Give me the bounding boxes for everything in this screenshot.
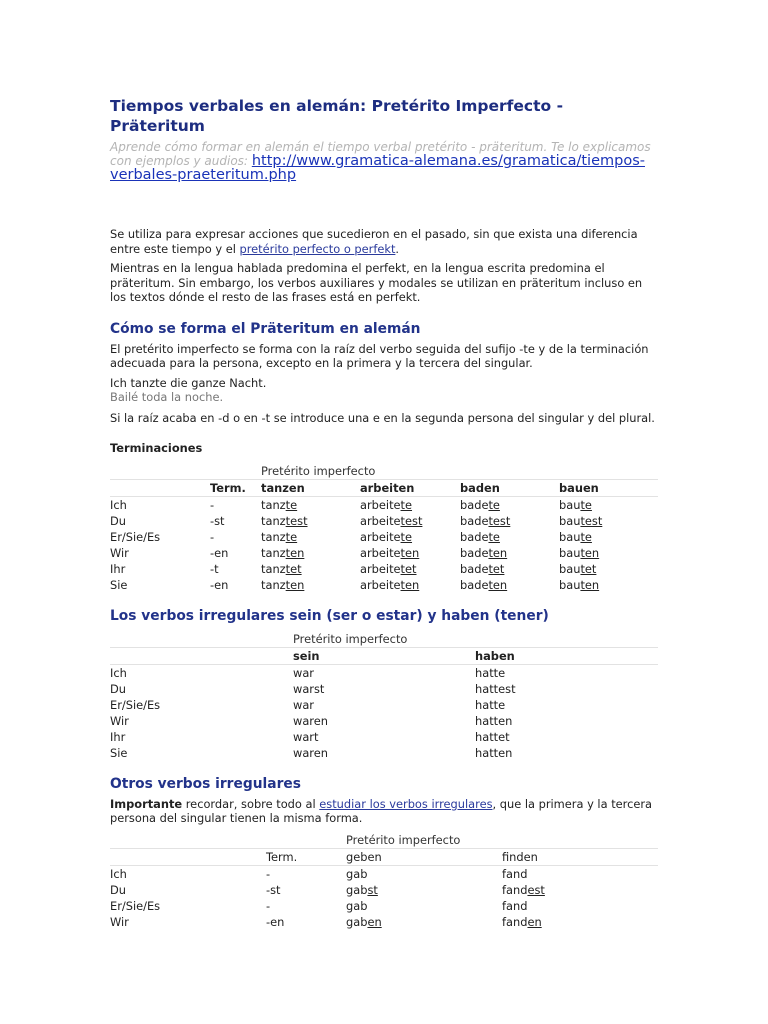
verb-form-cell — [261, 496, 360, 513]
verb-form-cell: war — [293, 697, 314, 712]
termination-cell: - — [266, 866, 271, 881]
verb-ending: te — [400, 497, 413, 512]
verb-form-cell — [360, 529, 460, 545]
verb-form-cell — [261, 561, 360, 577]
table1-caption: Pretérito imperfecto — [261, 463, 376, 478]
person-cell: Sie — [110, 745, 128, 760]
verb-ending: est — [527, 882, 545, 897]
verb-ending: tet — [400, 561, 417, 576]
verb-stem: bade — [460, 513, 489, 528]
person-cell: Wir — [110, 545, 129, 560]
verb-stem: bade — [460, 497, 489, 512]
verb-stem: arbeite — [360, 529, 401, 544]
verb-form-cell — [346, 914, 502, 930]
table3-caption: Pretérito imperfecto — [346, 832, 461, 847]
verb-stem: bau — [559, 545, 581, 560]
verb-stem: fand — [502, 914, 528, 929]
verb-stem: arbeite — [360, 561, 401, 576]
verb-ending: test — [285, 513, 308, 528]
verb-ending: te — [400, 529, 413, 544]
verb-form-cell: waren — [293, 713, 328, 728]
verb-form-cell — [360, 496, 460, 513]
verb-ending: tet — [488, 561, 505, 576]
table-row — [110, 529, 658, 545]
verb-stem: tanz — [261, 497, 286, 512]
verb-form-cell — [261, 513, 360, 529]
verb-stem: bade — [460, 545, 489, 560]
column-header — [110, 848, 266, 865]
table-row — [110, 745, 658, 761]
person-cell: Du — [110, 681, 126, 696]
verb-form-cell — [502, 898, 658, 914]
verb-ending: te — [580, 497, 592, 512]
verb-stem: arbeite — [360, 545, 401, 560]
table-row — [110, 561, 658, 577]
person-cell: Wir — [110, 914, 129, 929]
verb-ending: te — [580, 529, 592, 544]
person-cell: Sie — [110, 577, 128, 592]
column-header — [110, 479, 210, 496]
section-heading-other-irregular: Otros verbos irregulares — [110, 775, 301, 792]
verb-stem: fand — [502, 866, 528, 881]
table-row — [110, 545, 658, 561]
termination-cell: -st — [210, 513, 225, 528]
table-row — [110, 898, 658, 914]
important-text-2: , que la primera y la tercera persona del singular tienen la misma forma. — [110, 796, 653, 825]
verb-ending: ten — [488, 577, 508, 592]
verb-form-cell: hatten — [475, 745, 513, 760]
verb-form-cell: hattet — [475, 729, 510, 744]
intro-text — [110, 140, 658, 182]
important-text-1: recordar, sobre todo al — [185, 796, 316, 811]
verb-form-cell — [346, 898, 502, 914]
column-header: geben — [346, 848, 502, 865]
terminaciones-label — [110, 441, 658, 456]
verb-form-cell: waren — [293, 745, 328, 760]
person-cell: Er/Sie/Es — [110, 529, 161, 544]
verb-stem: tanz — [261, 561, 286, 576]
verb-form-cell — [460, 513, 559, 529]
table-sein-haben — [110, 631, 658, 761]
verb-form-cell — [502, 865, 658, 882]
verb-ending: ten — [580, 545, 600, 560]
column-header: sein — [293, 647, 475, 664]
verb-ending: te — [285, 497, 298, 512]
table-row — [110, 914, 658, 930]
verb-form-cell: hatte — [475, 697, 506, 712]
verb-stem: gab — [346, 898, 368, 913]
paragraph-formation: El pretérito imperfecto se forma con la raíz del verbo seguida del sufijo -te y de la terminación adecuada para la persona, excepto en la primera y la tercera del singular. — [110, 341, 649, 370]
column-header: arbeiten — [360, 479, 460, 496]
termination-cell: -en — [210, 577, 229, 592]
verb-ending: tet — [285, 561, 302, 576]
verb-stem: bade — [460, 529, 489, 544]
verb-form-cell: warst — [293, 681, 325, 696]
page-title: Tiempos verbales en alemán: Pretérito Imperfecto - Präteritum — [110, 97, 563, 135]
person-cell: Ihr — [110, 729, 126, 744]
verb-form-cell — [559, 529, 658, 545]
intro-description: Aprende cómo formar en alemán el tiempo verbal pretérito - präteritum. Te lo explicamos con ejemplos y audios: — [110, 140, 651, 168]
verb-ending: ten — [285, 577, 305, 592]
verb-ending: ten — [488, 545, 508, 560]
verb-stem: tanz — [261, 545, 286, 560]
person-cell: Ihr — [110, 561, 126, 576]
paragraph-perfekt-vs-praeteritum: Mientras en la lengua hablada predomina el perfekt, en la lengua escrita predomina el präteritum. Sin embargo, los verbos auxiliares y modales se utilizan en präteritum incluso en los textos dónde el resto de las frases está en perfekt. — [110, 261, 643, 304]
verb-stem: bau — [559, 577, 581, 592]
verb-stem: bau — [559, 561, 581, 576]
column-header: bauen — [559, 479, 658, 496]
verb-form-cell: hatte — [475, 665, 506, 680]
verb-form-cell — [559, 561, 658, 577]
verb-ending: te — [488, 529, 500, 544]
verb-ending: ten — [580, 577, 600, 592]
verb-stem: bau — [559, 513, 581, 528]
verb-form-cell: hattest — [475, 681, 516, 696]
verb-stem: arbeite — [360, 577, 401, 592]
table-other-irregular — [110, 832, 658, 930]
verb-ending: ten — [400, 577, 420, 592]
person-cell: Du — [110, 513, 126, 528]
verb-stem: arbeite — [360, 497, 401, 512]
verb-form-cell — [502, 882, 658, 898]
termination-cell: -st — [266, 882, 281, 897]
paragraph-usage — [110, 227, 658, 256]
verb-stem: gab — [346, 866, 368, 881]
verb-stem: tanz — [261, 577, 286, 592]
verb-stem: bade — [460, 577, 489, 592]
person-cell: Ich — [110, 665, 127, 680]
verb-form-cell: hatten — [475, 713, 513, 728]
column-header: finden — [502, 848, 658, 865]
column-header: tanzen — [261, 479, 360, 496]
table-regular-verbs — [110, 463, 658, 593]
termination-cell: -t — [210, 561, 219, 576]
verb-form-cell — [559, 513, 658, 529]
column-header — [110, 647, 293, 664]
column-header: baden — [460, 479, 559, 496]
verb-form-cell — [460, 577, 559, 593]
column-header: Term. — [266, 848, 346, 865]
verb-form-cell — [559, 496, 658, 513]
verb-ending: te — [488, 497, 500, 512]
verb-stem: tanz — [261, 529, 286, 544]
verb-ending: st — [367, 882, 378, 897]
section-heading-formation: Cómo se forma el Präteritum en alemán — [110, 320, 421, 337]
termination-cell: - — [210, 529, 215, 544]
important-label: Importante — [110, 796, 183, 811]
verb-form-cell: wart — [293, 729, 319, 744]
verb-form-cell — [360, 561, 460, 577]
verb-form-cell: war — [293, 665, 314, 680]
section-heading-sein-haben: Los verbos irregulares sein (ser o estar) y haben (tener) — [110, 607, 549, 624]
table-row — [110, 865, 658, 882]
table-row — [110, 513, 658, 529]
verb-form-cell — [559, 577, 658, 593]
table-row — [110, 496, 658, 513]
verb-form-cell — [261, 577, 360, 593]
usage-text: Se utiliza para expresar acciones que sucedieron en el pasado, sin que exista una diferencia entre este tiempo y el — [110, 227, 638, 256]
example-spanish: Bailé toda la noche. — [110, 390, 224, 404]
termination-cell: - — [266, 898, 271, 913]
verb-stem: arbeite — [360, 513, 401, 528]
person-cell: Ich — [110, 866, 127, 881]
termination-cell: -en — [266, 914, 285, 929]
irregular-verbs-link[interactable]: estudiar los verbos irregulares — [319, 796, 493, 811]
verb-form-cell — [460, 545, 559, 561]
example-german: Ich tanzte die ganze Nacht. — [110, 375, 267, 390]
verb-ending: te — [285, 529, 298, 544]
table-row — [110, 713, 658, 729]
verb-ending: tet — [580, 561, 597, 576]
verb-stem: tanz — [261, 513, 286, 528]
termination-cell: -en — [210, 545, 229, 560]
person-cell: Er/Sie/Es — [110, 898, 161, 913]
person-cell: Wir — [110, 713, 129, 728]
table-row — [110, 664, 658, 681]
verb-form-cell — [346, 865, 502, 882]
termination-cell: - — [210, 497, 215, 512]
verb-form-cell — [360, 513, 460, 529]
verb-ending: test — [400, 513, 423, 528]
table-row — [110, 681, 658, 697]
verb-form-cell — [559, 545, 658, 561]
verb-form-cell — [261, 529, 360, 545]
table2-caption: Pretérito imperfecto — [293, 631, 408, 646]
source-link[interactable]: http://www.gramatica-alemana.es/gramatica/tiempos-verbales-praeteritum.php — [110, 153, 645, 183]
table-row — [110, 882, 658, 898]
table-row — [110, 577, 658, 593]
perfekt-link[interactable]: pretérito perfecto o perfekt — [239, 241, 396, 256]
verb-ending: en — [367, 914, 382, 929]
person-cell: Er/Sie/Es — [110, 697, 161, 712]
person-cell: Du — [110, 882, 126, 897]
verb-stem: bau — [559, 529, 581, 544]
column-header: Term. — [210, 479, 261, 496]
verb-stem: bau — [559, 497, 581, 512]
verb-form-cell — [460, 496, 559, 513]
verb-stem: gab — [346, 914, 368, 929]
verb-ending: en — [527, 914, 542, 929]
verb-form-cell — [460, 529, 559, 545]
verb-stem: fand — [502, 882, 528, 897]
verb-ending: ten — [285, 545, 305, 560]
paragraph-important — [110, 797, 658, 826]
verb-form-cell — [261, 545, 360, 561]
usage-end: . — [395, 241, 400, 256]
verb-ending: test — [488, 513, 511, 528]
person-cell: Ich — [110, 497, 127, 512]
table-row — [110, 729, 658, 745]
verb-form-cell — [346, 882, 502, 898]
verb-ending: test — [580, 513, 603, 528]
verb-stem: fand — [502, 898, 528, 913]
verb-form-cell — [360, 577, 460, 593]
verb-ending: ten — [400, 545, 420, 560]
verb-form-cell — [460, 561, 559, 577]
verb-form-cell — [502, 914, 658, 930]
table-row — [110, 697, 658, 713]
verb-stem: bade — [460, 561, 489, 576]
column-header: haben — [475, 647, 658, 664]
document — [110, 96, 658, 930]
terminaciones-heading: Terminaciones — [110, 441, 203, 455]
verb-form-cell — [360, 545, 460, 561]
verb-stem: gab — [346, 882, 368, 897]
paragraph-d-t-rule: Si la raíz acaba en -d o en -t se introduce una e en la segunda persona del singular y del plural. — [110, 410, 655, 425]
